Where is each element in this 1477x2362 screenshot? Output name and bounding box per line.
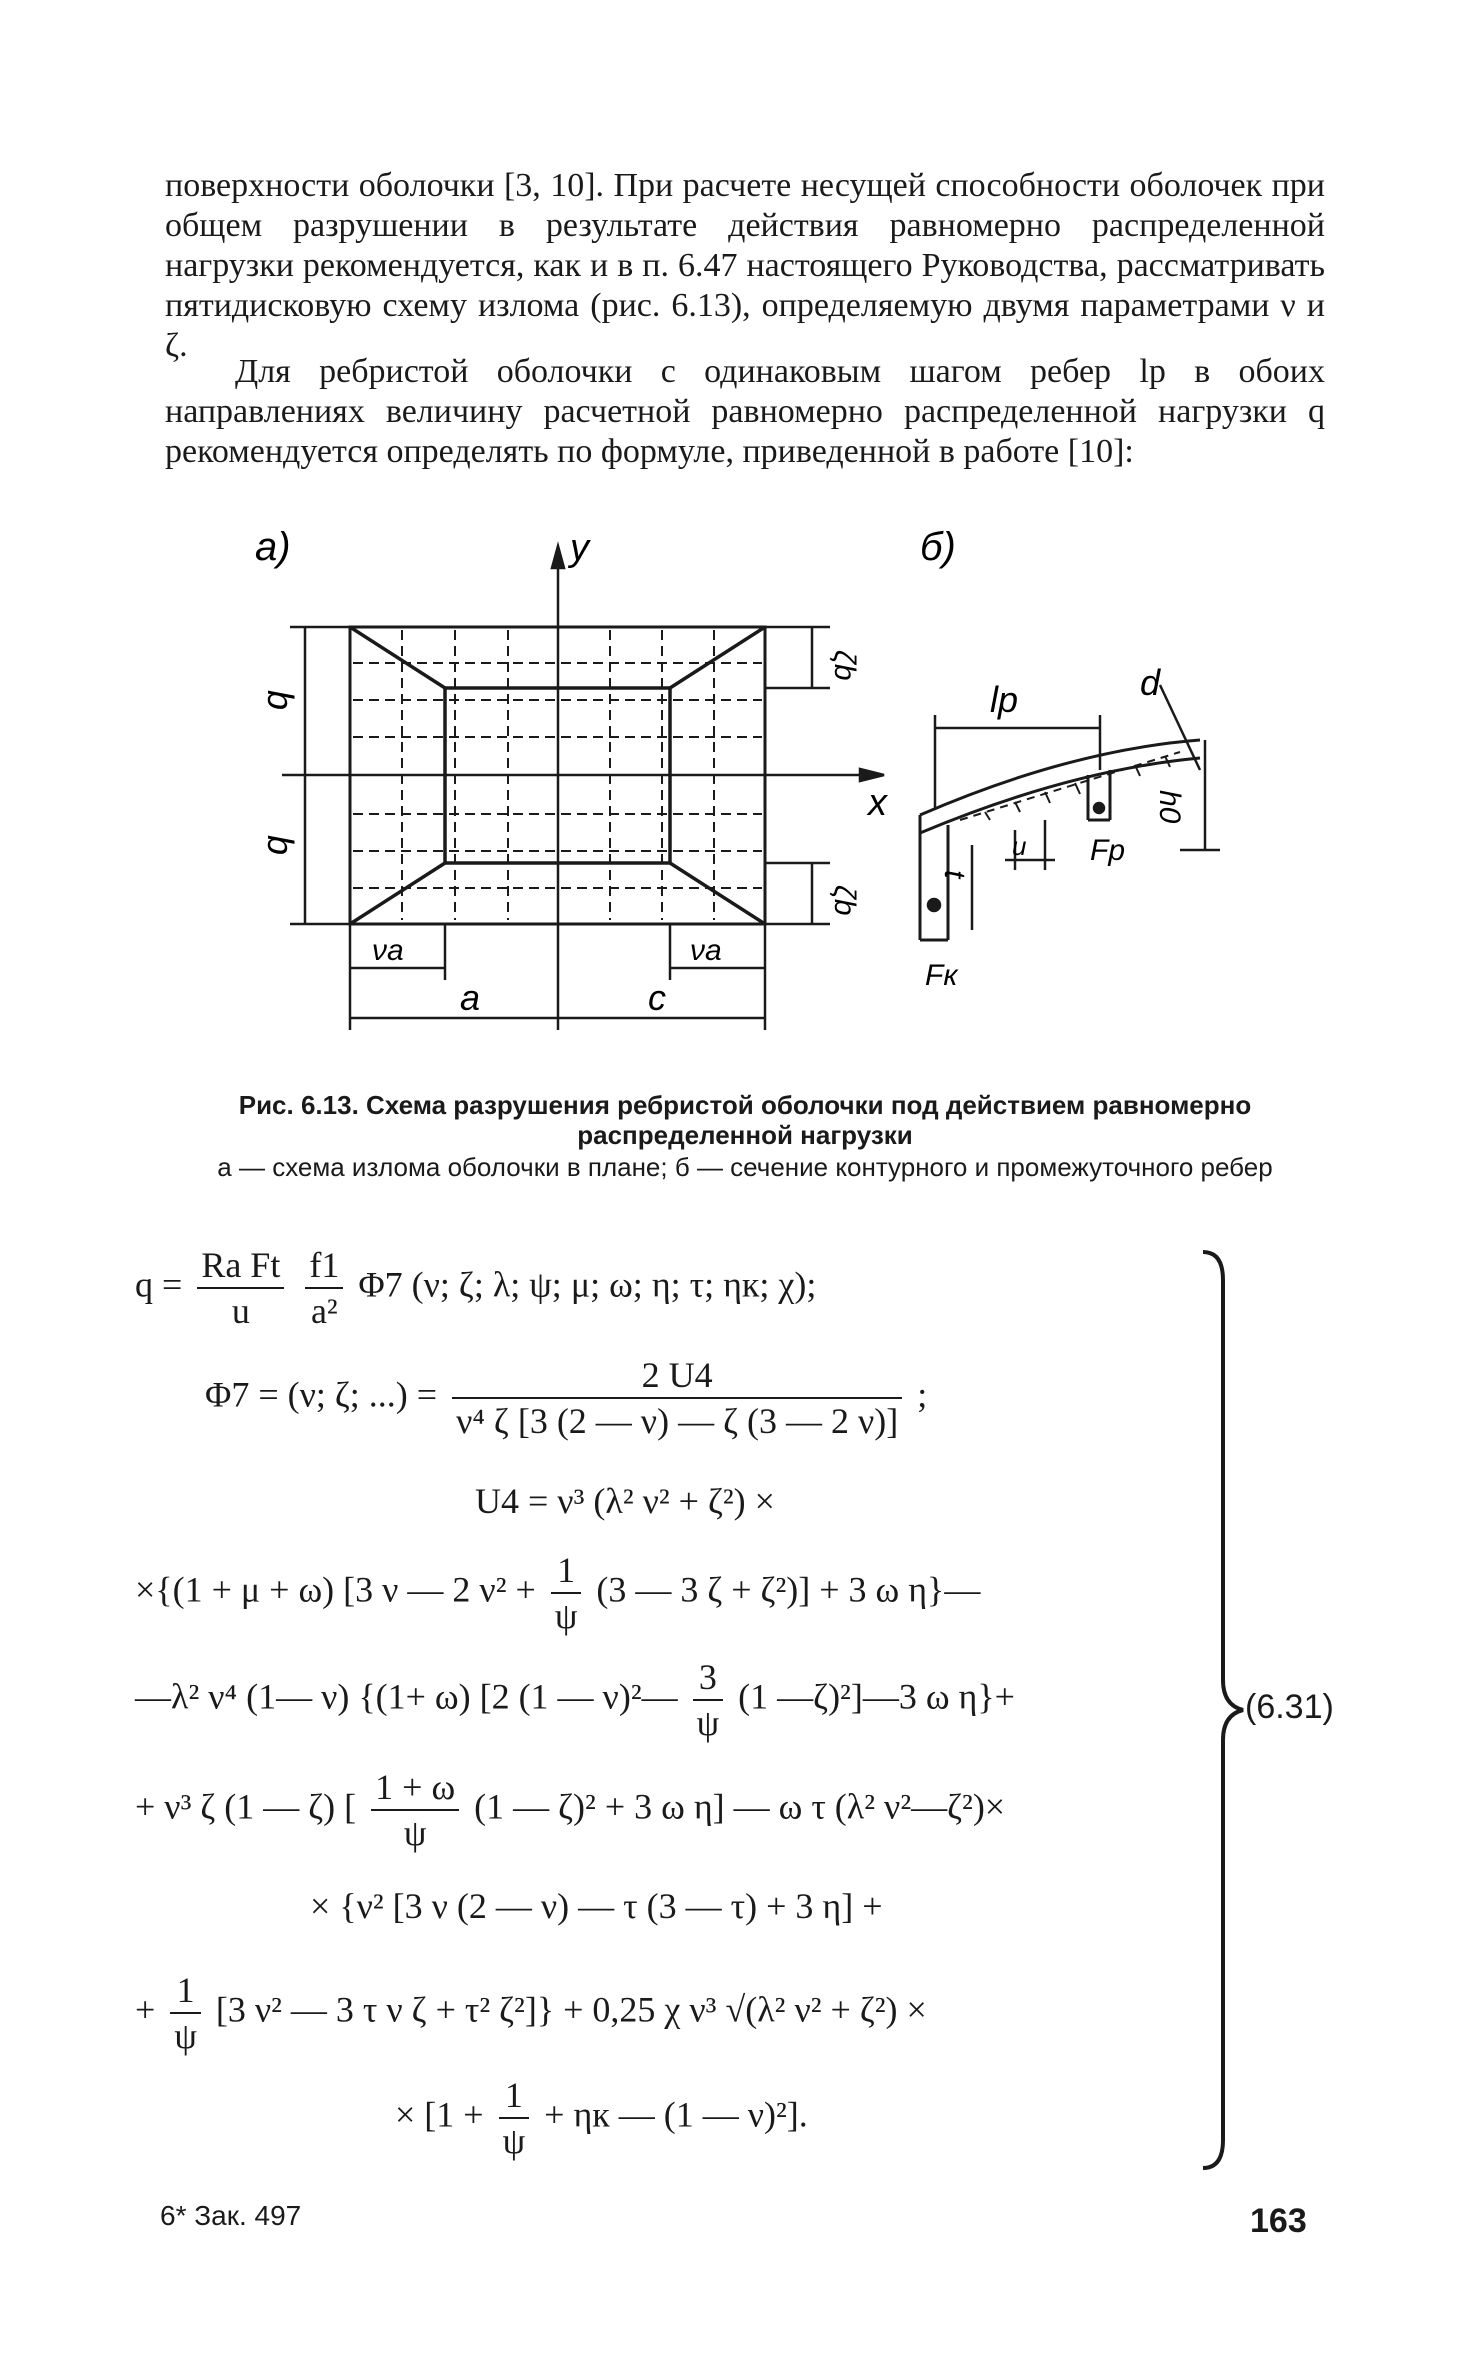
formula-line-5: —λ² ν⁴ (1— ν) {(1+ ω) [2 (1 — ν)²— $\frac{3}{\psi}$ (1 —ζ)²]—3 ω η}+ bbox=[135, 1657, 1015, 1743]
dim-c: c bbox=[648, 977, 666, 1018]
footer-order: 6* Зак. 497 bbox=[160, 2200, 302, 2231]
figure-caption-title: Рис. 6.13. Схема разрушения ребристой оболочки под действием равномерно распределенной нагрузки bbox=[238, 1090, 1252, 1150]
label-b: б) bbox=[920, 525, 956, 569]
formula-line-6: + ν³ ζ (1 — ζ) [ $\frac{1 + \omega}{\psi}$ (1 — ζ)² + 3 ω η] — ω τ (λ² ν²—ζ²)× bbox=[135, 1767, 1006, 1853]
figure-caption-subtitle: а — схема излома оболочки в плане; б — сечение контурного и промежуточного ребер bbox=[217, 1152, 1273, 1182]
axis-x-label: x bbox=[868, 782, 887, 824]
paragraph-2: Для ребристой оболочки с одинаковым шагом ребер lр в обоих направлениях величину расчетной равномерно распределенной нагрузки q рекомендуется определять по формуле, приведенной в работе [10]: bbox=[165, 353, 1325, 470]
dim-b-bottom: b bbox=[260, 835, 301, 856]
dim-fk: Fк bbox=[925, 959, 958, 992]
formula-line-3: U4 = ν³ (λ² ν² + ζ²) × bbox=[475, 1481, 775, 1521]
dim-a: a bbox=[460, 977, 481, 1018]
dim-zeta-b-bottom: ζb bbox=[828, 885, 861, 916]
formula-line-2: Φ7 = (ν; ζ; ...) = $\frac{2 U4}{\text{ν⁴ ζ [3 (2 — ν) — ζ (3 — 2 ν)]}}$ ; bbox=[205, 1355, 928, 1441]
dim-zeta-b-top: ζb bbox=[828, 650, 861, 681]
label-a: а) bbox=[255, 525, 291, 569]
axis-y-label: y bbox=[570, 527, 589, 569]
dim-b-top: b bbox=[260, 690, 301, 711]
formula-line-9: × [1 + $\frac{1}{\psi}$ + ηк — (1 — ν)²]. bbox=[395, 2075, 808, 2161]
formula-line-8: + $\frac{1}{\psi}$ [3 ν² — 3 τ ν ζ + τ² ζ²]} + 0,25 χ ν³ √(λ² ν² + ζ²) × bbox=[135, 1970, 927, 2056]
dim-t: t bbox=[938, 870, 971, 879]
dim-nu-a-left: νa bbox=[372, 934, 404, 967]
formula-line-4: ×{(1 + μ + ω) [3 ν — 2 ν² + $\frac{1}{\psi}$ (3 — 3 ζ + ζ²)] + 3 ω η}— bbox=[135, 1550, 981, 1636]
dim-lp: lр bbox=[990, 679, 1019, 720]
dim-h0: h0 bbox=[1153, 790, 1186, 824]
formula-number: (6.31) bbox=[1245, 1688, 1334, 1726]
formula-line-1: q = $\frac{\text{Rа Ft}}{u}$ $\frac{f1}{\text{a²}}$ Φ7 (ν; ζ; λ; ψ; μ; ω; η; τ; ηк; χ); bbox=[135, 1245, 817, 1331]
dim-u: u bbox=[1012, 831, 1027, 861]
page-number: 163 bbox=[1250, 2202, 1307, 2240]
figure-6-13 bbox=[0, 520, 1477, 1050]
dim-d: d bbox=[1140, 662, 1161, 703]
dim-nu-a-right: νa bbox=[690, 934, 722, 967]
dim-fp: Fр bbox=[1090, 834, 1126, 867]
formula-line-7: × {ν² [3 ν (2 — ν) — τ (3 — τ) + 3 η] + bbox=[310, 1886, 883, 1926]
paragraph-1: поверхности оболочки [3, 10]. При расчете несущей способности оболочек при общем разрушении в результате действия равномерно распределенной нагрузки рекомендуется, как и в п. 6.47 настоящего Руководства, рассматривать пятидисковую схему излома (рис. 6.13), определяемую двумя параметрами ν и ζ. bbox=[165, 167, 1325, 364]
